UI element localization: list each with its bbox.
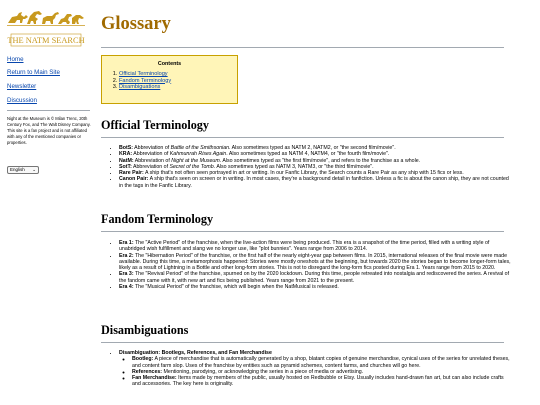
list-item: • Disambiguation: Bootlegs, References, and Fan Merchandise ◦ Bootleg: A piece of merchandise that is automatically generated by a shop, blatant copies of genuine merchandise, cynical uses of the series for unrelated theses, and content farm slop. Uses of the franchise by entities such as pyramid schemes, content farms, and churches will go here. ◦ References: Mentioning, parodying, or acknowledging the series in a piece of media or advertising. ◦ Fan Merchandise: Items made by members of the public, usually hosted on Redbubble or Etsy. Usually includes hand-drawn fan art, but can also include crafts and accessories. The key here is originality.	[119, 350, 513, 388]
language-select-value: English	[10, 167, 25, 172]
section-divider	[101, 137, 504, 138]
list-item: • SotT: Abbreviation of Secret of the Tomb. Also sometimes typed as NATM 3, NATM3, or "the third film/movie".	[119, 164, 513, 170]
section-heading-official: Official Terminology	[101, 118, 209, 132]
table-of-contents	[101, 55, 238, 104]
list-item: • Era 3: The "Revival Period" of the franchise, spurned on by the 2020 lockdown. During this time, people retreated into nostalgia and rediscovered the series. A revival of the fandom came with it, with new art and fics being published. Years range from 2021 to the present.	[119, 271, 513, 284]
skeleton-silhouettes-icon	[8, 11, 84, 24]
sidebar-divider	[7, 110, 90, 111]
chevron-down-icon: ⌄	[32, 167, 36, 172]
natm-search-logo[interactable]	[6, 6, 86, 50]
copyright-disclaimer: Night at the Museum is © Milan Trenc, 20th Century Fox, and The Walt Disney Company. This site is a fan project and is not affiliated with any of the mentioned companies or properties.	[7, 116, 91, 145]
list-item: • Canon Pair: A ship that's seen on screen or in writing. In most cases, they're a background detail in fanfiction. Unless a fic is about the canon ship, they are not counted in the tags in the Fanfic Library.	[119, 176, 513, 189]
nav-main-site-link[interactable]: Return to Main Site	[7, 69, 60, 76]
language-select[interactable]	[7, 166, 39, 174]
sidebar	[0, 0, 96, 405]
section-divider	[101, 231, 504, 232]
toc-link-fandom[interactable]: Fandom Terminology	[119, 77, 172, 84]
nav-newsletter-link[interactable]: Newsletter	[7, 83, 37, 90]
section-heading-fandom: Fandom Terminology	[101, 212, 214, 226]
fandom-terms-list	[101, 240, 513, 290]
list-item: • Era 1: The "Active Period" of the franchise, when the live-action films were being produced. This era is a snapshot of the time period, filled with a writing style of unabridged wish fulfillment and slang we no longer use, like "plot bunnies". Years range from 2006 to 2014.	[119, 240, 513, 253]
list-item: ◦ References: Mentioning, parodying, or acknowledging the series in a piece of media or advertising.	[132, 369, 513, 375]
toc-link-official[interactable]: Official Terminology	[119, 71, 168, 77]
list-item: • Rare Pair: A ship that's not often seen portrayed in art or writing. In our Fanfic Library, the Search counts a Rare Pair as any ship with 15 fics or less.	[119, 170, 513, 176]
list-item: ◦ Bootleg: A piece of merchandise that is automatically generated by a shop, blatant copies of genuine merchandise, cynical uses of the series for unrelated theses, and content farm slop. Uses of the franchise by entities such as pyramid schemes, content farms, and churches will go here.	[132, 356, 513, 369]
list-item: • NatM: Abbreviation of Night at the Museum. Also sometimes typed as "the first film/movie", and refers to the franchise as a whole.	[119, 158, 513, 164]
title-divider	[101, 47, 504, 48]
nav-discussion-link[interactable]: Discussion	[7, 97, 37, 104]
logo-text: THE NATM SEARCH	[7, 36, 85, 46]
nav-home-link[interactable]: Home	[7, 56, 24, 63]
section-divider	[101, 342, 504, 343]
toc-title: Contents	[157, 61, 182, 67]
toc-list	[106, 71, 171, 91]
section-heading-disambiguations: Disambiguations	[101, 323, 189, 337]
toc-link-disambiguations[interactable]: Disambiguations	[119, 84, 161, 90]
list-item: • KRA: Abbreviation of Kahmunrah Rises Again. Also sometimes typed as NATM 4, NATM4, or "the fourth film/movie".	[119, 151, 513, 157]
disambiguation-list	[101, 350, 513, 388]
main-content	[101, 0, 532, 405]
official-terms-list	[101, 145, 513, 189]
list-item: ◦ Fan Merchandise: Items made by members of the public, usually hosted on Redbubble or Etsy. Usually includes hand-drawn fan art, but can also include crafts and accessories. The key here is originality.	[132, 375, 513, 388]
page-title: Glossary	[101, 14, 171, 34]
disambiguation-sublist	[119, 356, 513, 387]
toc-item	[119, 84, 171, 91]
list-item: • Era 4: The "Musical Period" of the franchise, which will begin when the NatMusical is released.	[119, 284, 513, 290]
list-item: • Era 2: The "Hibernation Period" of the franchise, or the first half of the nearly eight-year gap between films. In 2015, international releases of the final movie were made available. During this time, a metamorphosis happened: Stories were mostly oneshots at the beginning, but towards 2020 the stories began to become longer-form tales, likely as a result of Lightning in a Bottle and other long-form stories. This is not to disregard the long-form fics posted during Era 1. Years range from 2015 to 2020.	[119, 253, 513, 272]
list-item: • BotS: Abbreviation of Battle of the Smithsonian. Also sometimes typed as NATM 2, NATM2, or "the second film/movie".	[119, 145, 513, 151]
